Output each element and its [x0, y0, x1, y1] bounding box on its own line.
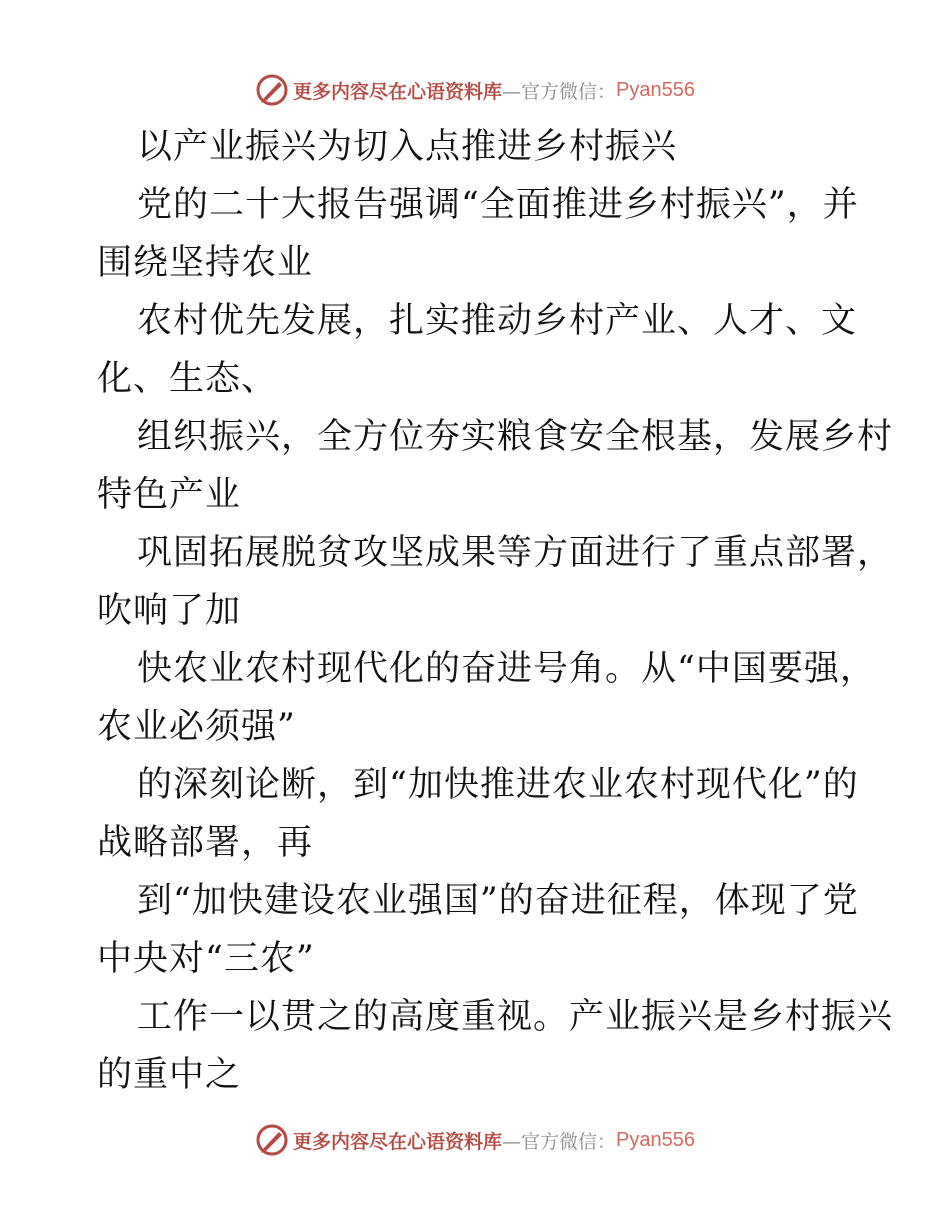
watermark-wechat-id: Pyan556	[616, 78, 695, 101]
watermark-brand-text: 更多内容尽在心语资料库	[293, 80, 503, 103]
paragraph-line: 组织振兴，全方位夯实粮食安全根基，发展乡村	[137, 417, 894, 457]
paragraph-line: 的重中之	[97, 1055, 242, 1095]
paragraph-line: 农业必须强”	[97, 707, 296, 747]
document-title: 以产业振兴为切入点推进乡村振兴	[137, 127, 678, 167]
paragraph-line: 中央对“三农”	[97, 939, 315, 979]
watermark-wechat-text: —官方微信：	[502, 80, 617, 103]
paragraph-line: 围绕坚持农业	[97, 243, 314, 283]
paragraph-line: 巩固拓展脱贫攻坚成果等方面进行了重点部署，	[137, 533, 894, 573]
pen-circle-logo-icon	[255, 73, 289, 107]
header-watermark	[0, 70, 950, 110]
watermark-wechat-text: —官方微信：	[502, 1130, 617, 1153]
paragraph-line: 战略部署，再	[97, 823, 314, 863]
document-body	[97, 118, 894, 1104]
watermark-wechat-id: Pyan556	[616, 1128, 695, 1151]
paragraph-line: 吹响了加	[97, 591, 242, 631]
paragraph-line: 工作一以贯之的高度重视。产业振兴是乡村振兴	[137, 997, 894, 1037]
watermark-brand-text: 更多内容尽在心语资料库	[293, 1130, 503, 1153]
paragraph-line: 农村优先发展，扎实推动乡村产业、人才、文	[137, 301, 858, 341]
pen-circle-logo-icon	[255, 1123, 289, 1157]
paragraph-line: 党的二十大报告强调“全面推进乡村振兴”，并	[137, 185, 859, 225]
paragraph-line: 特色产业	[97, 475, 242, 515]
footer-watermark	[0, 1120, 950, 1160]
paragraph-line: 到“加快建设农业强国”的奋进征程，体现了党	[137, 881, 859, 921]
paragraph-line: 化、生态、	[97, 359, 278, 399]
paragraph-line: 快农业农村现代化的奋进号角。从“中国要强，	[137, 649, 876, 689]
paragraph-line: 的深刻论断，到“加快推进农业农村现代化”的	[137, 765, 859, 805]
